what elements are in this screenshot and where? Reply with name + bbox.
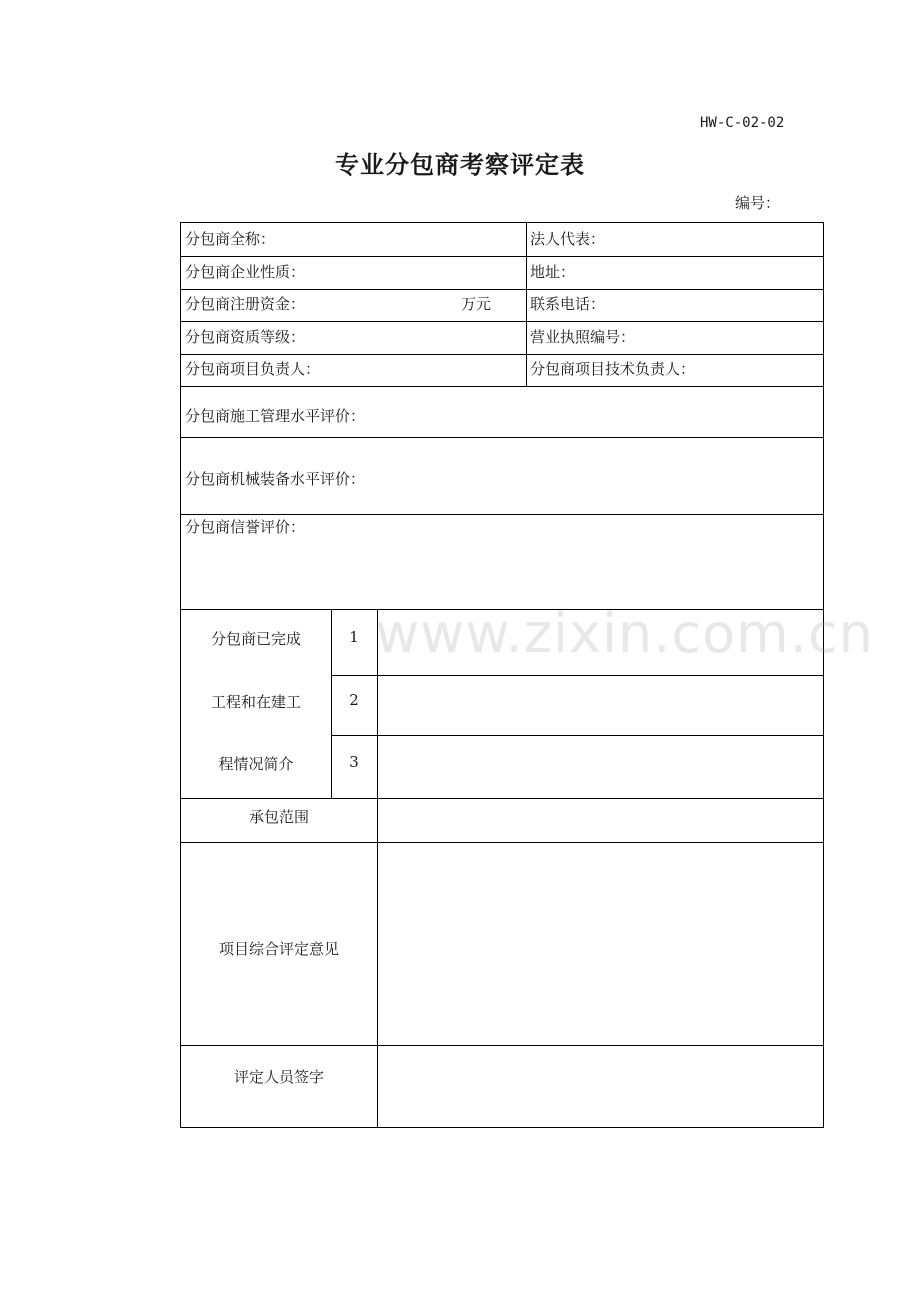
legal-rep-label: 法人代表： <box>530 230 606 248</box>
projects-label-line: 分包商已完成 <box>210 630 301 648</box>
row-divider <box>181 256 823 257</box>
row-divider <box>181 609 823 610</box>
address-label: 地址： <box>530 263 576 281</box>
row-divider <box>181 386 823 387</box>
license-label: 营业执照编号： <box>530 328 636 346</box>
row-divider <box>331 675 823 676</box>
column-divider <box>377 609 378 1127</box>
page-title: 专业分包商考察评定表 <box>335 150 585 179</box>
technical-manager-label: 分包商项目技术负责人： <box>530 360 696 378</box>
project-row-number: 2 <box>349 691 359 709</box>
nature-label: 分包商企业性质： <box>185 263 306 281</box>
row-divider <box>181 1045 823 1046</box>
scope-label: 承包范围 <box>248 808 309 826</box>
full-name-label: 分包商全称： <box>185 230 276 248</box>
row-divider <box>181 437 823 438</box>
row-divider <box>181 321 823 322</box>
project-row-number: 1 <box>349 628 359 646</box>
opinion-label: 项目综合评定意见 <box>218 940 339 958</box>
capital-unit: 万元 <box>461 295 492 313</box>
row-divider <box>181 842 823 843</box>
number-label: 编号： <box>735 194 781 212</box>
credit-label: 分包商信誉评价： <box>185 518 306 536</box>
column-divider <box>526 223 527 386</box>
row-divider <box>181 514 823 515</box>
construction-mgmt-label: 分包商施工管理水平评价： <box>185 407 366 425</box>
projects-label-line: 工程和在建工 <box>210 693 301 711</box>
evaluation-form <box>180 222 824 1128</box>
document-code: HW-C-02-02 <box>700 115 785 131</box>
projects-label-line: 程情况简介 <box>218 755 294 773</box>
capital-label: 分包商注册资金： <box>185 295 306 313</box>
phone-label: 联系电话： <box>530 295 606 313</box>
machinery-label: 分包商机械装备水平评价： <box>185 470 366 488</box>
row-divider <box>181 798 823 799</box>
project-row-number: 3 <box>349 753 359 771</box>
row-divider <box>181 354 823 355</box>
signature-label: 评定人员签字 <box>233 1068 324 1086</box>
row-divider <box>181 289 823 290</box>
watermark: www.zixin.com.cn <box>375 602 874 665</box>
qualification-label: 分包商资质等级： <box>185 328 306 346</box>
project-manager-label: 分包商项目负责人： <box>185 360 321 378</box>
row-divider <box>331 735 823 736</box>
